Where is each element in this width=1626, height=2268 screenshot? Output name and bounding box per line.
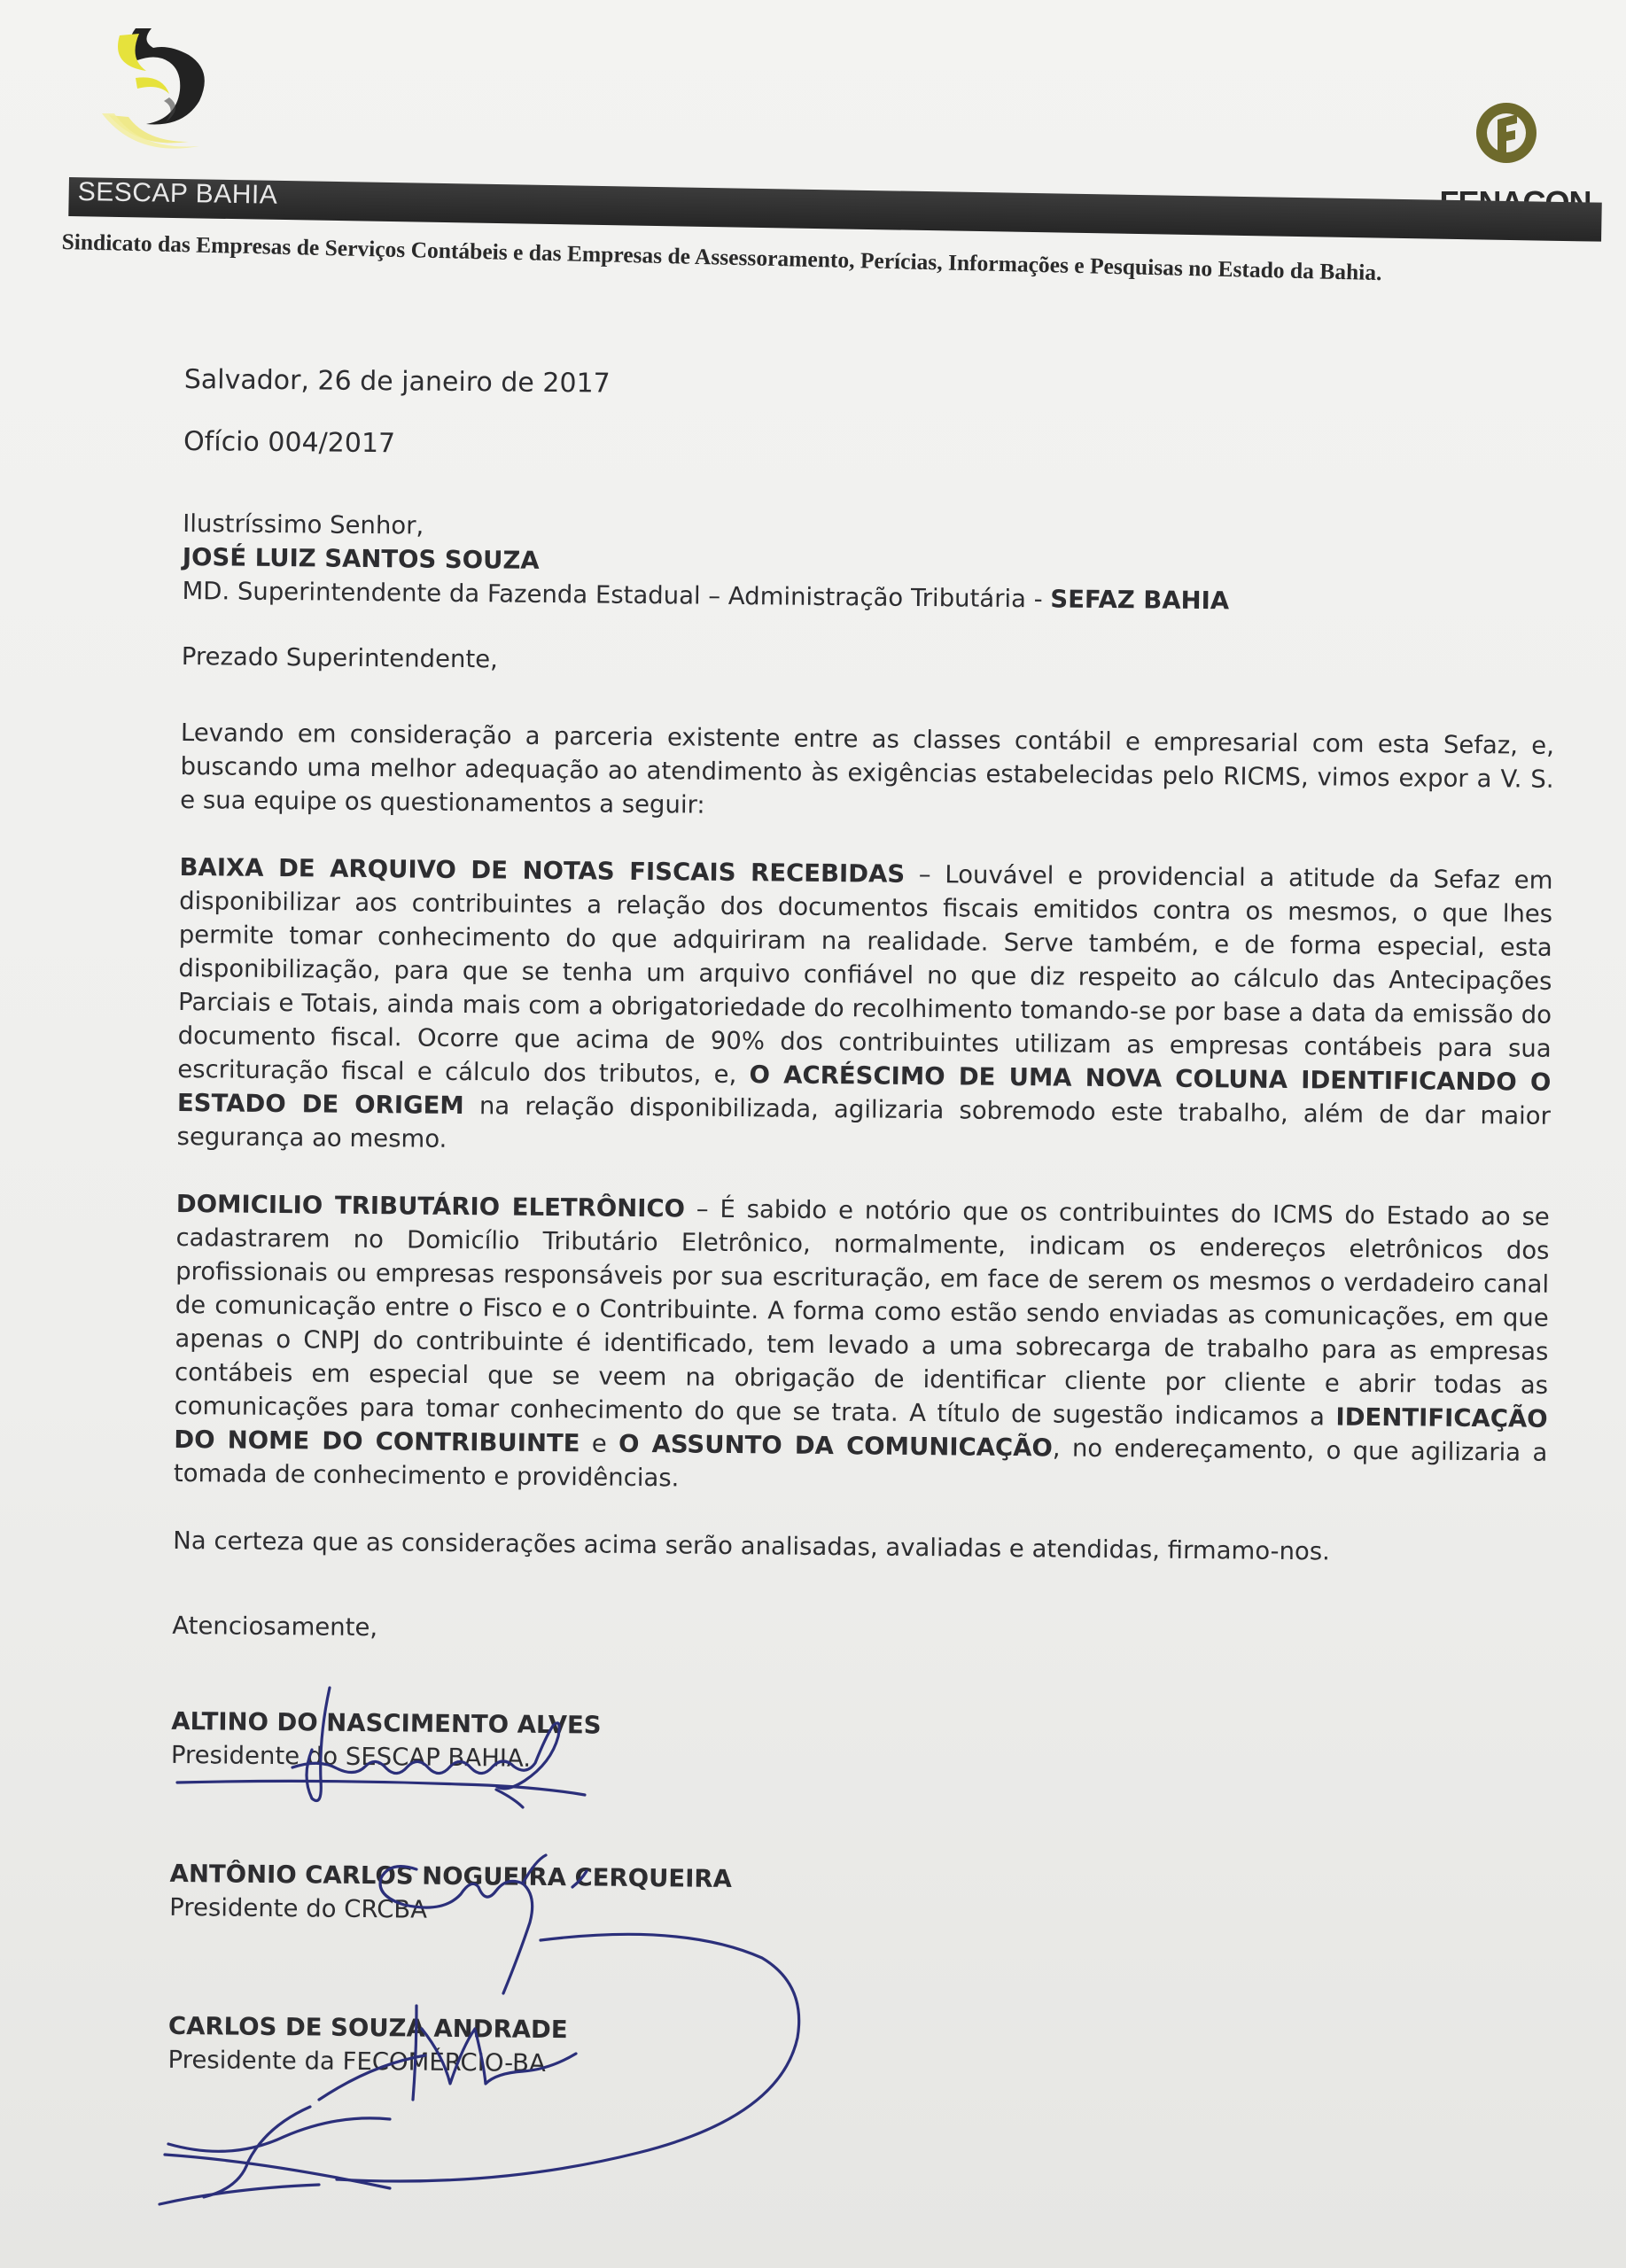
place-date: Salvador, 26 de janeiro de 2017 xyxy=(183,363,611,400)
letter-reference: Ofício 004/2017 xyxy=(183,425,396,460)
signatory-title: Presidente do CRCBA xyxy=(169,1892,428,1924)
section-notas-fiscais xyxy=(176,850,1552,1167)
section1-text-a: – Louvável e providencial a atitude da Sefaz em disponibilizar aos contribuintes a relação dos documentos fiscais emitidos contra os mesmos, o que lhes permite tomar conhecimento do que adquiriram na realidade. Serve também, e de forma especial, esta disponibilização, para que se tenha um arquivo confiável no que diz respeito ao cálculo das Antecipações Parciais e Totais, ainda mais com a obrigatoriedade do recolhimento tomando-se por base a data da emissão do documento fiscal. Ocorre que acima de 90% dos contribuintes utilizam as empresas contábeis para sua escrituração fiscal e cálculo dos tributos, e, xyxy=(177,859,1553,1090)
signatory-name: ALTINO DO NASCIMENTO ALVES xyxy=(171,1706,602,1740)
signatory-1 xyxy=(171,1705,1545,1785)
recipient-role: MD. Superintendente da Fazenda Estadual – Administração Tributária - xyxy=(182,576,1051,614)
signatory-title: Presidente do SESCAP BAHIA. xyxy=(170,1740,532,1773)
recipient-org: SEFAZ BAHIA xyxy=(1050,585,1230,616)
intro-paragraph: Levando em consideração a parceria existente entre as classes contábil e empresarial com esta Sefaz, e, buscando uma melhor adequação ao atendimento às exigências estabelecidas pelo RICMS, vimos expor a V. S. e sua equipe os questionamentos a seguir: xyxy=(180,718,1555,819)
sescap-logo-icon xyxy=(84,9,235,159)
org-full-name: Sindicato das Empresas de Serviços Contábeis e das Empresas de Assessoramento, Perícias, Informações e Pesquisas no Estado da Bahia. xyxy=(61,229,1382,286)
section2-text-a: – É sabido e notório que os contribuintes do ICMS do Estado ao se cadastrarem no Domicílio Tributário Eletrônico, normalmente, indicam os endereços eletrônicos dos profissionais ou empresas responsáveis por sua escrituração, em face de serem os mesmos o verdadeiro canal de comunicação entre o Fisco e o Contribuinte. A forma como estão sendo enviadas as comunicações, em que apenas o CNPJ do contribuinte é identificado, tem levado a uma sobrecarga de trabalho para as empresas contábeis em especial que se veem na obrigação de identificar cliente por cliente e abrir todas as comunicações para tomar conhecimento do que se trata. A título de sugestão indicamos a xyxy=(174,1194,1550,1432)
recipient-name: JOSÉ LUIZ SANTOS SOUZA xyxy=(182,542,540,575)
section2-text-b: , no endereçamento, o que agilizaria a tomada de conhecimento e providências. xyxy=(173,1433,1548,1493)
band-org-label: SESCAP BAHIA xyxy=(77,177,278,210)
section1-heading: BAIXA DE ARQUIVO DE NOTAS FISCAIS RECEBIDAS xyxy=(179,852,906,889)
closing-paragraph: Na certeza que as considerações acima serão analisadas, avaliadas e atendidas, firmamo-nos. xyxy=(173,1526,1331,1566)
signatory-title: Presidente da FECOMÉRCIO-BA xyxy=(167,2045,546,2078)
section2-heading: DOMICILIO TRIBUTÁRIO ELETRÔNICO xyxy=(175,1189,686,1223)
letter-body xyxy=(167,363,1557,2090)
section2-emphasis-2: O ASSUNTO DA COMUNICAÇÃO xyxy=(618,1429,1054,1463)
signatory-3 xyxy=(167,2009,1542,2090)
greeting: Prezado Superintendente, xyxy=(181,641,499,674)
section1-emphasis: O ACRÉSCIMO DE UMA NOVA COLUNA IDENTIFICANDO O ESTADO DE ORIGEM xyxy=(176,1060,1552,1121)
salutation: Ilustríssimo Senhor, xyxy=(183,509,424,540)
header-band xyxy=(68,177,1601,242)
signatory-2 xyxy=(169,1857,1544,1938)
section1-text-b: na relação disponibilizada, agilizaria sobremodo este trabalho, além de dar maior segurança ao mesmo. xyxy=(176,1091,1552,1153)
regards: Atenciosamente, xyxy=(172,1611,378,1643)
section2-emphasis-1: IDENTIFICAÇÃO DO NOME DO CONTRIBUINTE xyxy=(174,1402,1548,1458)
fenacon-logo-icon xyxy=(1471,93,1542,182)
section-domicilio xyxy=(174,1187,1550,1503)
signatory-name: CARLOS DE SOUZA ANDRADE xyxy=(167,2011,568,2045)
section2-connector: e xyxy=(580,1429,619,1458)
signatory-name: ANTÔNIO CARLOS NOGUEIRA CERQUEIRA xyxy=(169,1859,733,1894)
